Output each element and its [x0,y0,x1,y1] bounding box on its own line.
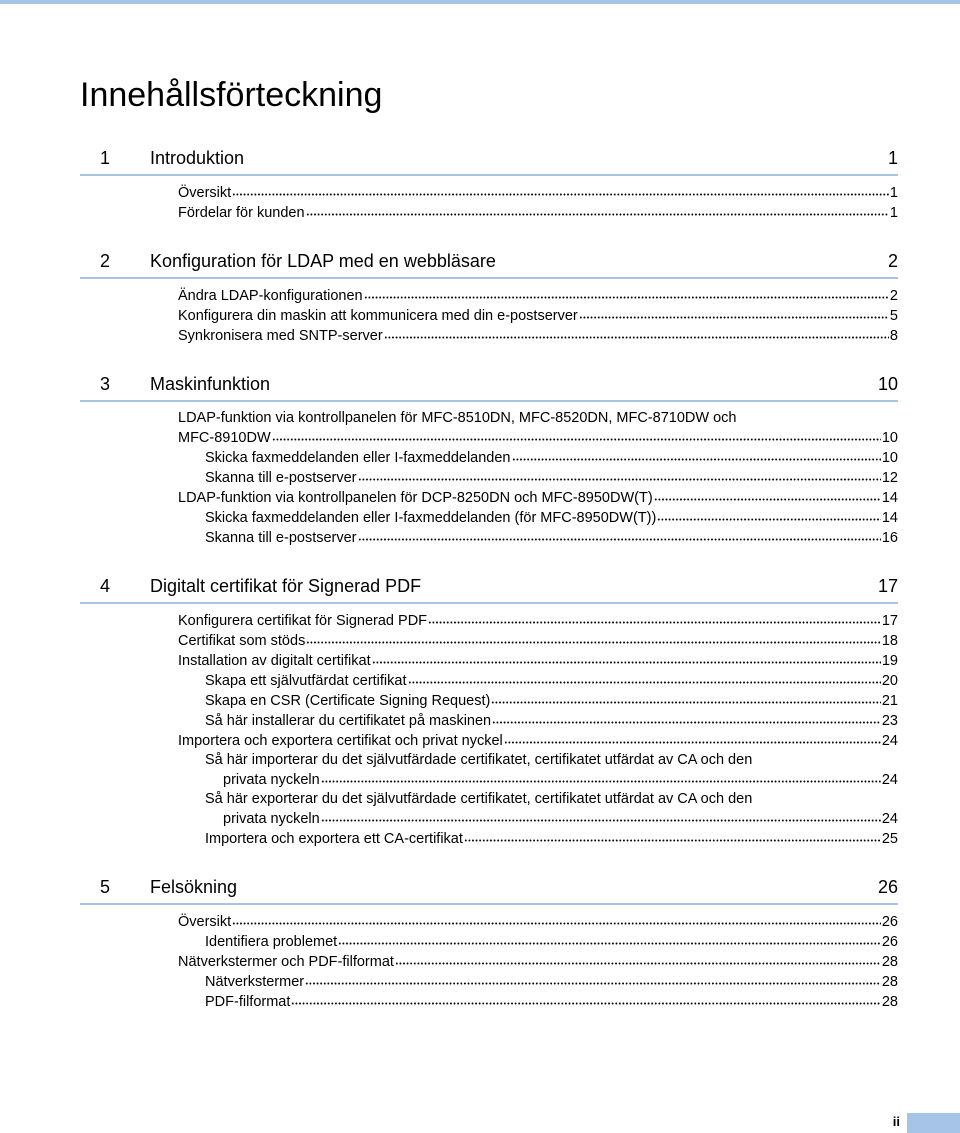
entry-page: 1 [889,185,898,201]
dot-leader [428,611,881,625]
entry-title: Konfigurera certifikat för Signerad PDF [178,613,428,629]
toc-entry-line1[interactable]: LDAP-funktion via kontrollpanelen för MFC-8510DN, MFC-8520DN, MFC-8710DW och [178,410,737,426]
entry-title: privata nyckeln [223,811,320,827]
chapter-number: 4 [100,576,111,596]
toc-entry[interactable] [80,306,898,326]
chapter-2 [80,243,898,346]
entry-title: Skicka faxmeddelanden eller I-faxmeddelanden (för MFC-8950DW(T)) [205,510,657,526]
toc-entry[interactable] [80,671,898,691]
chapter-heading[interactable] [80,869,898,905]
dot-leader [321,809,881,823]
dot-leader [384,326,889,340]
entry-page: 24 [881,733,898,749]
entry-title: Så här installerar du certifikatet på maskinen [205,713,492,729]
entry-page: 14 [881,490,898,506]
entry-page: 14 [881,510,898,526]
footer-page-number: ii [892,1114,900,1129]
top-rule [0,0,960,4]
entry-title: Konfigurera din maskin att kommunicera med din e-postserver [178,308,578,324]
toc-entry[interactable] [80,691,898,711]
toc-entry[interactable] [80,912,898,932]
chapter-title: Konfiguration för LDAP med en webbläsare [150,251,496,271]
toc-entry[interactable] [80,468,898,488]
chapter-page: 2 [887,251,898,271]
toc-entry-line1[interactable]: Så här exporterar du det självutfärdade certifikatet, certifikatet utfärdat av CA och den [205,791,753,807]
toc-entry[interactable] [80,326,898,346]
chapter-number: 5 [100,877,111,897]
toc-entry[interactable] [80,711,898,731]
entry-page: 2 [889,288,898,304]
entry-page: 18 [881,633,898,649]
dot-leader [305,972,881,986]
entry-page: 12 [881,470,898,486]
dot-leader [364,286,889,300]
entry-title: Skapa en CSR (Certificate Signing Request) [205,693,491,709]
entry-title: PDF-filformat [205,994,291,1010]
entry-page: 10 [881,450,898,466]
dot-leader [512,448,881,462]
dot-leader [372,651,881,665]
dot-leader [321,770,881,784]
toc-entry[interactable] [80,508,898,528]
dot-leader [464,829,881,843]
chapter-page: 26 [877,877,898,897]
toc-entry-line1[interactable]: Så här importerar du det självutfärdade certifikatet, certifikatet utfärdat av CA och den [205,752,753,768]
chapter-4 [80,568,898,849]
entry-page: 28 [881,994,898,1010]
entry-title: privata nyckeln [223,772,320,788]
entry-page: 23 [881,713,898,729]
dot-leader [232,183,889,197]
toc-entry[interactable] [80,829,898,849]
page-title: Innehållsförteckning [80,76,383,114]
table-of-contents [80,140,898,1032]
chapter-1 [80,140,898,223]
dot-leader [395,952,881,966]
chapter-number: 3 [100,374,111,394]
entry-title: Ändra LDAP-konfigurationen [178,288,363,304]
dot-leader [306,631,881,645]
chapter-number: 1 [100,148,111,168]
entry-title: Översikt [178,185,232,201]
dot-leader [408,671,881,685]
entry-page: 25 [881,831,898,847]
chapter-heading[interactable] [80,568,898,604]
dot-leader [232,912,881,926]
chapter-page: 17 [877,576,898,596]
dot-leader [654,488,881,502]
toc-entry[interactable] [80,731,898,751]
toc-entry[interactable] [80,952,898,972]
dot-leader [306,203,889,217]
dot-leader [358,528,881,542]
entry-page: 1 [889,205,898,221]
toc-entry[interactable] [80,286,898,306]
chapter-heading[interactable] [80,243,898,279]
entry-page: 17 [881,613,898,629]
toc-entry[interactable] [80,992,898,1012]
entry-page: 24 [881,811,898,827]
chapter-title: Digitalt certifikat för Signerad PDF [150,576,422,596]
chapter-heading[interactable] [80,140,898,176]
chapter-title: Maskinfunktion [150,374,271,394]
dot-leader [338,932,881,946]
entry-title: Skanna till e-postserver [205,470,357,486]
dot-leader [272,428,881,442]
footer-tab [907,1113,960,1133]
entry-page: 26 [881,914,898,930]
dot-leader [291,992,880,1006]
entry-page: 28 [881,974,898,990]
toc-entry[interactable] [80,809,898,829]
dot-leader [657,508,881,522]
chapter-title: Introduktion [150,148,245,168]
entry-title: Nätverkstermer och PDF-filformat [178,954,394,970]
entry-title: Synkronisera med SNTP-server [178,328,383,344]
entry-title: Installation av digitalt certifikat [178,653,371,669]
toc-entry[interactable] [80,528,898,548]
entry-page: 26 [881,934,898,950]
entry-title: Skanna till e-postserver [205,530,357,546]
toc-entry[interactable] [80,631,898,651]
entry-title: Identifiera problemet [205,934,338,950]
entry-page: 8 [889,328,898,344]
entry-page: 28 [881,954,898,970]
entry-title: Certifikat som stöds [178,633,306,649]
entry-title: Skicka faxmeddelanden eller I-faxmeddelanden [205,450,511,466]
entry-title: Skapa ett självutfärdat certifikat [205,673,407,689]
toc-entry[interactable] [80,183,898,203]
toc-entry[interactable] [80,428,898,448]
toc-entry[interactable] [80,488,898,508]
entry-title: MFC-8910DW [178,430,271,446]
chapter-number: 2 [100,251,111,271]
chapter-page: 10 [877,374,898,394]
toc-entry[interactable] [80,651,898,671]
dot-leader [491,691,881,705]
chapter-3 [80,366,898,548]
toc-entry[interactable] [80,611,898,631]
chapter-heading[interactable] [80,366,898,402]
entry-title: Översikt [178,914,232,930]
entry-title: Fördelar för kunden [178,205,305,221]
entry-page: 20 [881,673,898,689]
entry-page: 5 [889,308,898,324]
dot-leader [504,731,881,745]
toc-entry[interactable] [80,770,898,790]
dot-leader [579,306,889,320]
entry-page: 19 [881,653,898,669]
chapter-5 [80,869,898,1012]
entry-title: Importera och exportera ett CA-certifikat [205,831,463,847]
toc-entry[interactable] [80,203,898,223]
entry-title: LDAP-funktion via kontrollpanelen för DCP-8250DN och MFC-8950DW(T) [178,490,653,506]
toc-entry[interactable] [80,448,898,468]
chapter-title: Felsökning [150,877,238,897]
chapter-page: 1 [887,148,898,168]
entry-page: 16 [881,530,898,546]
entry-title: Importera och exportera certifikat och privat nyckel [178,733,503,749]
toc-entry[interactable] [80,972,898,992]
entry-page: 21 [881,693,898,709]
entry-page: 24 [881,772,898,788]
entry-page: 10 [881,430,898,446]
entry-title: Nätverkstermer [205,974,305,990]
toc-entry[interactable] [80,932,898,952]
dot-leader [358,468,881,482]
dot-leader [492,711,881,725]
